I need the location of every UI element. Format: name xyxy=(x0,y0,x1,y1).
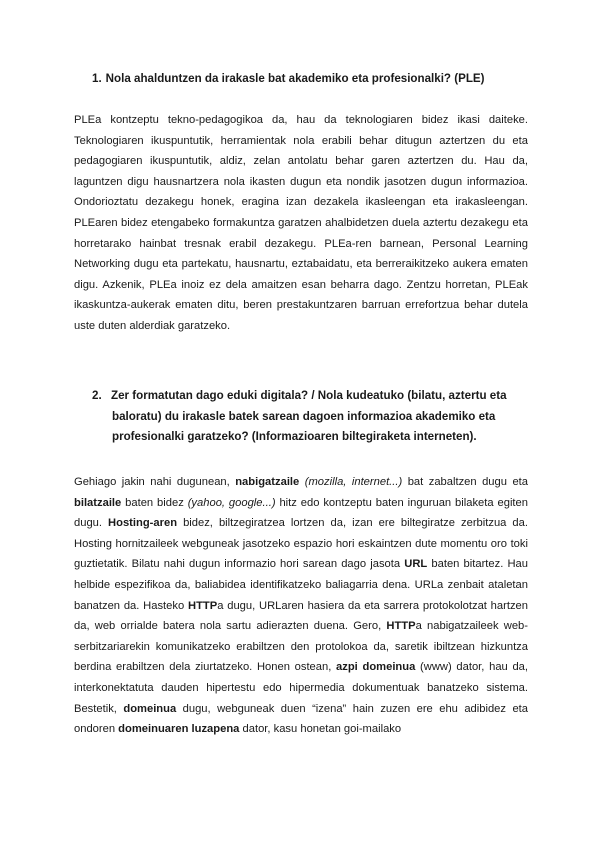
text-segment: (www) dator, hau da, interkonektatuta dauden hipertestu edo hipermedia dokumentuak banatzeko sistema. Bestetik, xyxy=(74,661,529,715)
text-segment: bat zabaltzen dugu eta xyxy=(402,476,528,488)
text-segment: bidez, biltzegiratzea lortzen da, izan ere biltegiratze zerbitzua da. Hosting hornitzaileek webguneak jasotzeko espazio hori eskaintzen dute momentu oro toki guztietatik. Bilatu nahi dugun informazio hori sarean dago jasota xyxy=(74,517,528,571)
term-url: URL xyxy=(404,558,428,571)
term-nabigatzaile: nabigatzaile xyxy=(235,476,300,488)
section-2-paragraph xyxy=(74,472,528,740)
term-domeinuaren-luzapena: domeinuaren luzapena xyxy=(118,723,240,736)
section-1-heading xyxy=(92,71,532,86)
text-segment: a dugu, URLaren hasiera da eta sarrera protokolotzat hartzen da, web orrialde batera nola sartu adierazten duena. Gero, xyxy=(74,599,529,633)
text-segment: a nabigatzaileek web-serbitzariarekin komunikatzeko erabiltzen den protolokoa da, saretik ibiltzean hizkuntza berdina erabiltzen dela ziurtatzeko. Honen ostean, xyxy=(74,620,529,674)
term-bilatzaile: bilatzaile xyxy=(74,496,122,509)
text-segment: Gehiago jakin nahi dugunean, xyxy=(74,476,236,488)
section-1-heading-text: Nola ahalduntzen da irakasle bat akademiko eta profesionalki? (PLE) xyxy=(105,72,485,85)
term-http: HTTP xyxy=(386,620,416,633)
term-hosting: Hosting-aren xyxy=(108,517,178,530)
text-segment: dugu, webguneak duen “izena” hain zuzen ere ehu adibidez eta ondoren xyxy=(74,702,528,736)
text-segment: hitz edo kontzeptu baten inguruan bilaketa egiten dugu. xyxy=(74,496,528,530)
term-http: HTTP xyxy=(188,599,218,612)
section-1-number: 1. xyxy=(92,72,102,85)
section-1-paragraph: PLEa kontzeptu tekno-pedagogikoa da, hau da teknologiaren bidez ikasi daiteke. Teknologiaren ikuspuntutik, herramientak nola erabili behar ditugun aztertzen du eta pedagogiaren ikuspuntutik, aldiz, zelan antolatu behar garen aztertzen du. Hau da, laguntzen digu hausnartzera nola ikasten dugun eta nondik jasotzen dugun informazioa. Ondorioztatu dezakegu honek, eragina izan dezakela ikasleengan eta irakasleengan. PLEaren bidez etengabeko formakuntza garatzen ahalbidetzen duela aztertu dezakegu eta horretarako hainbat tresnak erabil dezakegu. PLEa-ren barnean, Personal Learning Networking dugu eta partekatu, hausnartu, eztabaidatu, eta berreraikitzeko aukera ematen digu. Azkenik, PLEa inoiz ez dela amaitzen esan beharra dago. Zentzu horretan, PLEak ikaskuntza-aukerak ematen ditu, beren prestakuntzaren barruan errefortzua behar dutela uste duten alderdiak garatzeko. xyxy=(74,114,528,332)
section-2-heading-text: Zer formatutan dago eduki digitala? / Nola kudeatuko (bilatu, aztertu eta baloratu) du irakasle batek sarean dagoen informazioa akademiko eta profesionalki garatzeko? (Informazioaren biltegiraketa interneten). xyxy=(111,389,507,443)
term-azpi-domeinua: azpi domeinua xyxy=(336,661,416,674)
example-browsers: (mozilla, internet...) xyxy=(304,476,403,488)
text-segment: dator, kasu honetan goi-mailako xyxy=(239,723,402,736)
text-segment: baten bitartez. Hau helbide espezifikoa da, baliabidea identifikatzeko baliagarria dena. URLa zenbait ataletan banatzen da. Hasteko xyxy=(74,558,528,612)
term-domeinua: domeinua xyxy=(123,702,177,715)
section-2-heading xyxy=(92,386,528,448)
text-segment: baten bidez xyxy=(121,496,188,509)
section-2-number: 2. xyxy=(92,389,102,402)
example-search-engines: (yahoo, google...) xyxy=(187,496,276,509)
